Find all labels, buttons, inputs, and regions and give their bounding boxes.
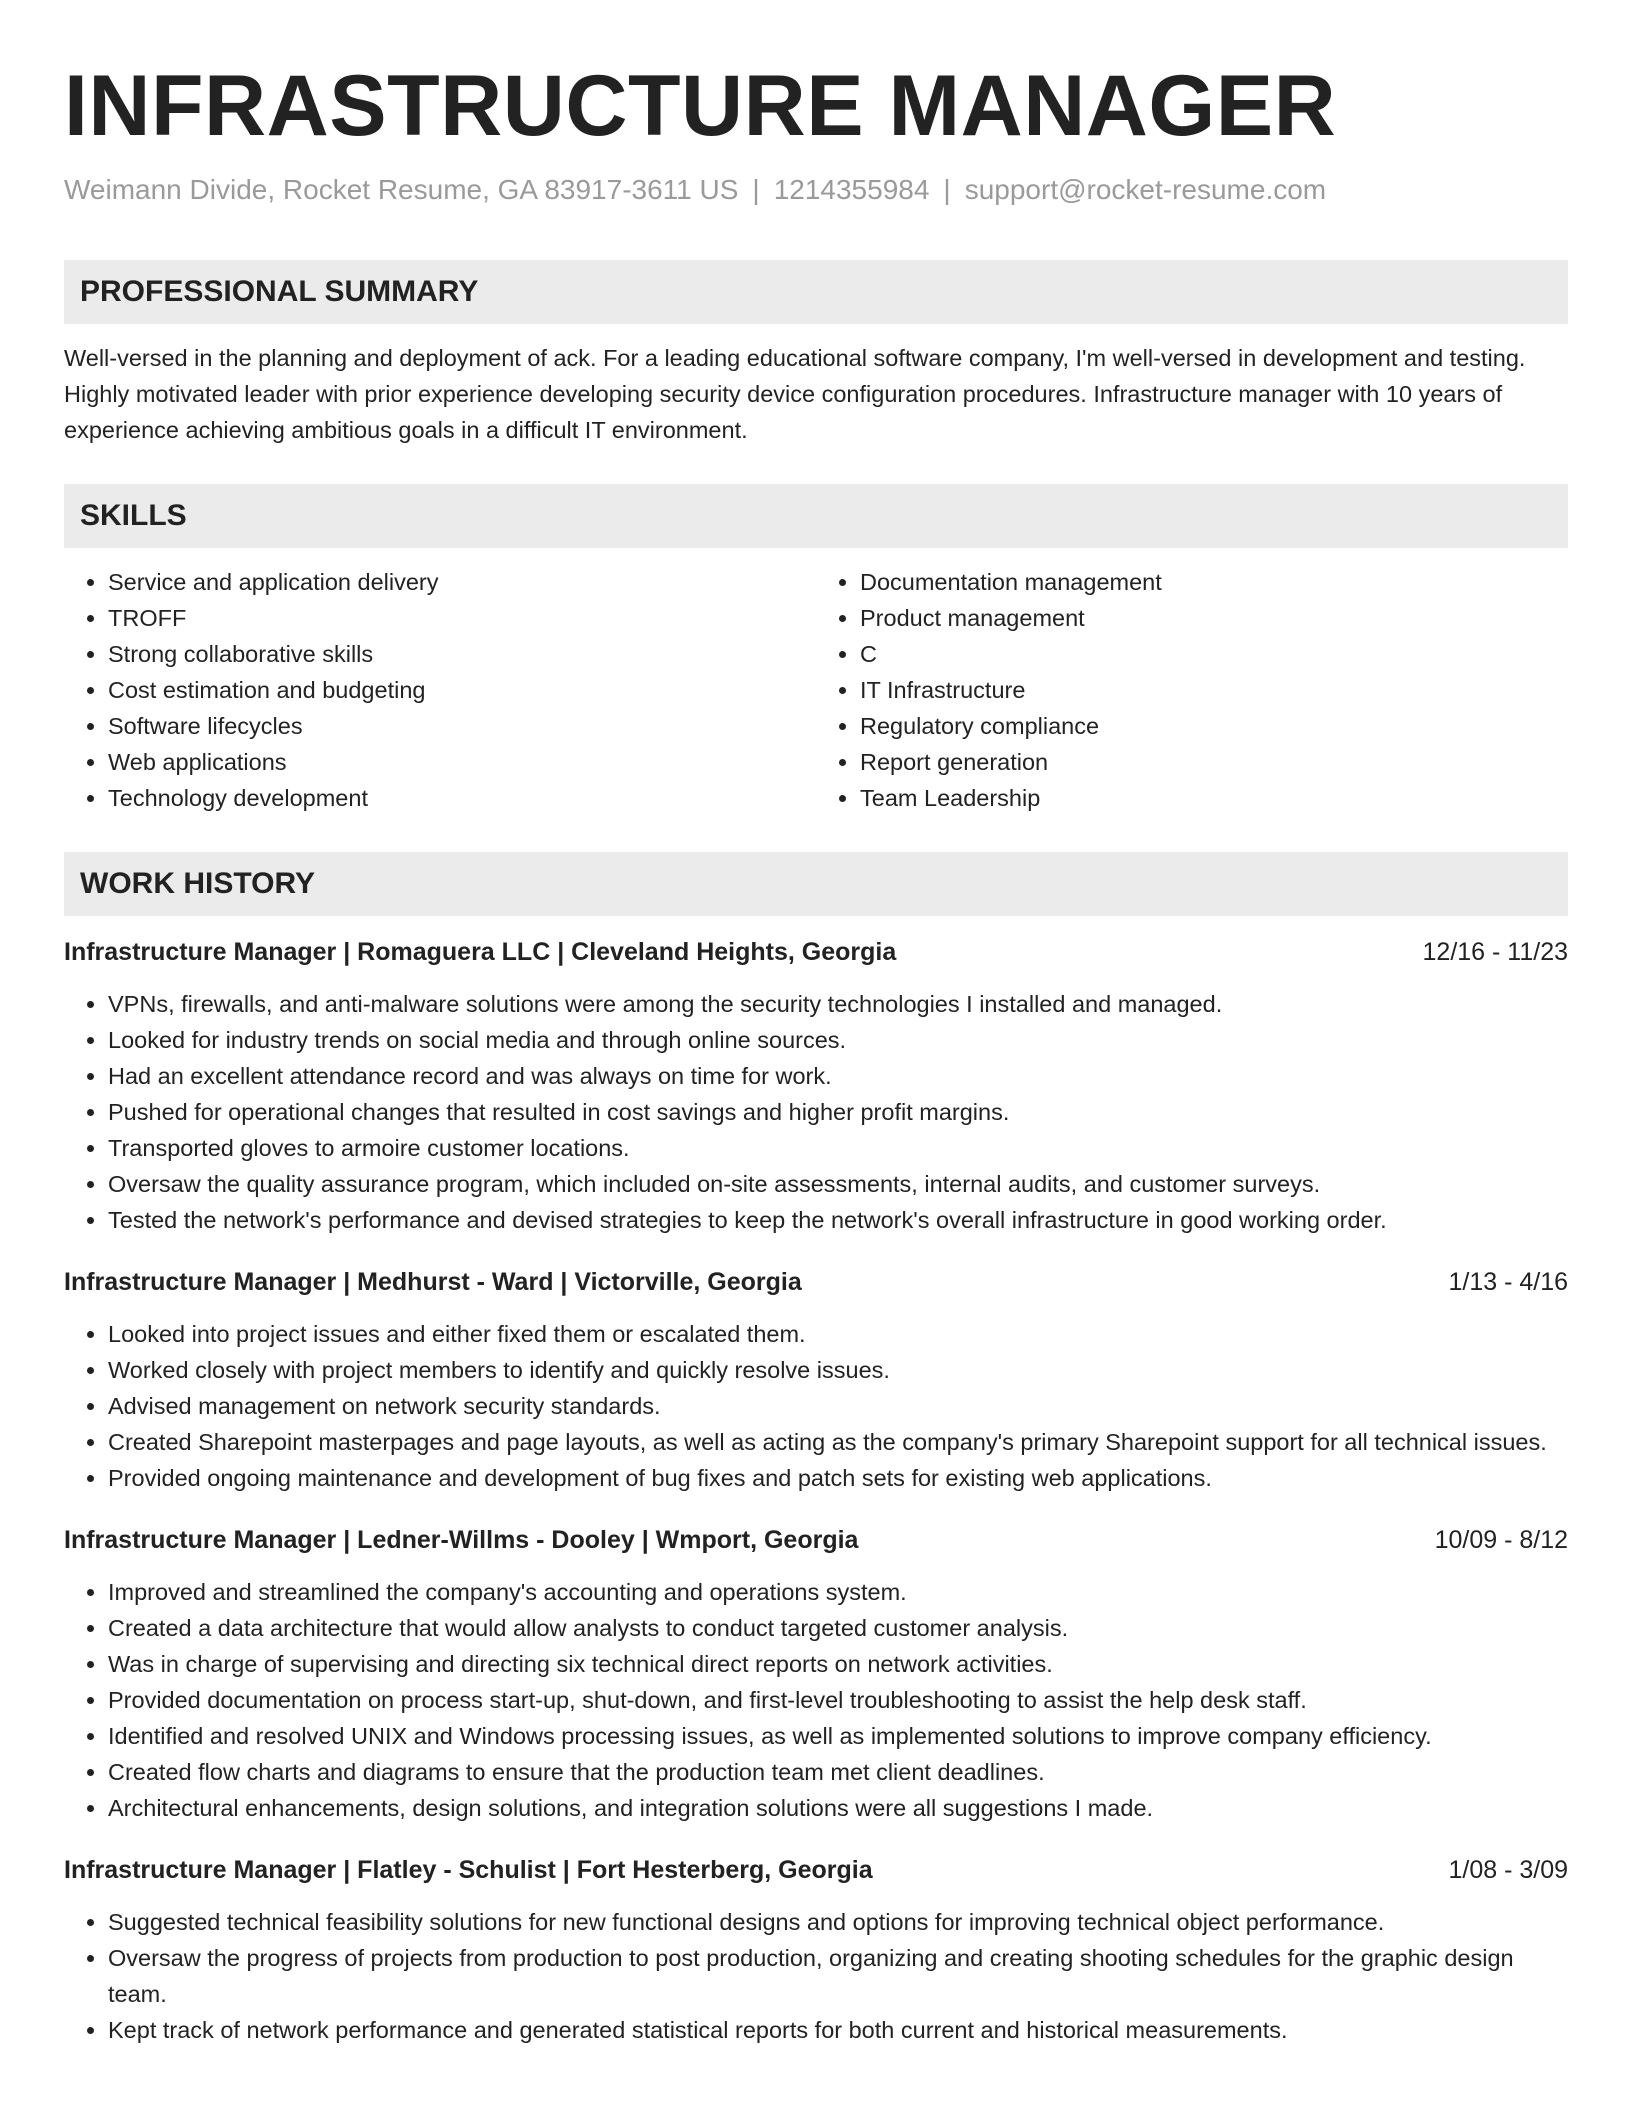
job-bullet: • Transported gloves to armoire customer locations.: [108, 1130, 1568, 1166]
section-header-summary: PROFESSIONAL SUMMARY: [64, 260, 1568, 324]
job-title: Infrastructure Manager | Flatley - Schulist | Fort Hesterberg, Georgia: [64, 1856, 873, 1884]
job-bullet: • Improved and streamlined the company's accounting and operations system.: [108, 1574, 1568, 1610]
skill-item: • Strong collaborative skills: [108, 636, 816, 672]
skills-column-left: [64, 564, 816, 816]
job-header: [64, 934, 1568, 970]
job-bullet: • Was in charge of supervising and directing six technical direct reports on network activities.: [108, 1646, 1568, 1682]
contact-separator: |: [752, 174, 760, 205]
contact-email: support@rocket-resume.com: [964, 174, 1327, 205]
job-dates: 10/09 - 8/12: [1434, 1526, 1568, 1554]
job-dates: 12/16 - 11/23: [1422, 938, 1568, 966]
contact-separator: |: [943, 174, 951, 205]
work-history-list: [64, 934, 1568, 2048]
contact-phone: 1214355984: [773, 174, 930, 205]
job-bullet: • Provided ongoing maintenance and development of bug fixes and patch sets for existing web applications.: [108, 1460, 1568, 1496]
job-bullet: • Created flow charts and diagrams to ensure that the production team met client deadlines.: [108, 1754, 1568, 1790]
job-title: Infrastructure Manager | Ledner-Willms - Dooley | Wmport, Georgia: [64, 1526, 859, 1554]
job-title: Infrastructure Manager | Medhurst - Ward | Victorville, Georgia: [64, 1268, 802, 1296]
job-bullet: • Looked into project issues and either fixed them or escalated them.: [108, 1316, 1568, 1352]
job-header: [64, 1522, 1568, 1558]
job-bullet: • Identified and resolved UNIX and Windows processing issues, as well as implemented solutions to improve company efficiency.: [108, 1718, 1568, 1754]
skill-item: • C: [860, 636, 1568, 672]
section-header-skills: SKILLS: [64, 484, 1568, 548]
job-dates: 1/08 - 3/09: [1448, 1856, 1568, 1884]
contact-address: Weimann Divide, Rocket Resume, GA 83917-3611 US: [64, 174, 739, 205]
job-bullet-list: [64, 1574, 1568, 1826]
skill-item: • Software lifecycles: [108, 708, 816, 744]
job-bullet: • Provided documentation on process start-up, shut-down, and first-level troubleshooting to assist the help desk staff.: [108, 1682, 1568, 1718]
skill-item: • Report generation: [860, 744, 1568, 780]
job-header: [64, 1264, 1568, 1300]
section-header-work-history: WORK HISTORY: [64, 852, 1568, 916]
job-bullet: • Advised management on network security standards.: [108, 1388, 1568, 1424]
job-bullet-list: [64, 1316, 1568, 1496]
summary-text: Well-versed in the planning and deployment of ack. For a leading educational software company, I'm well-versed in development and testing. Highly motivated leader with prior experience developing security device configuration procedures. Infrastructure manager with 10 years of experience achieving ambitious goals in a difficult IT environment.: [64, 345, 1526, 443]
job-bullet-list: [64, 1904, 1568, 2048]
job-bullet: • Looked for industry trends on social media and through online sources.: [108, 1022, 1568, 1058]
job-bullet-list: [64, 986, 1568, 1238]
job-bullet: • Architectural enhancements, design solutions, and integration solutions were all suggestions I made.: [108, 1790, 1568, 1826]
skill-item: • Product management: [860, 600, 1568, 636]
skills-list: [64, 564, 1568, 816]
skill-item: • Technology development: [108, 780, 816, 816]
skills-column-right: [816, 564, 1568, 816]
job-bullet: • Tested the network's performance and devised strategies to keep the network's overall infrastructure in good working order.: [108, 1202, 1568, 1238]
skill-item: • Cost estimation and budgeting: [108, 672, 816, 708]
job-entry: [64, 934, 1568, 1238]
skill-item: • Service and application delivery: [108, 564, 816, 600]
candidate-name: INFRASTRUCTURE MANAGER: [64, 58, 1337, 154]
skill-item: • Team Leadership: [860, 780, 1568, 816]
job-bullet: • Had an excellent attendance record and was always on time for work.: [108, 1058, 1568, 1094]
contact-line: [64, 170, 1568, 210]
job-bullet: • Oversaw the progress of projects from production to post production, organizing and creating shooting schedules for the graphic design team.: [108, 1940, 1568, 2012]
job-dates: 1/13 - 4/16: [1448, 1268, 1568, 1296]
job-header: [64, 1852, 1568, 1888]
job-bullet: • Pushed for operational changes that resulted in cost savings and higher profit margins.: [108, 1094, 1568, 1130]
skill-item: • Documentation management: [860, 564, 1568, 600]
job-bullet: • Worked closely with project members to identify and quickly resolve issues.: [108, 1352, 1568, 1388]
job-title: Infrastructure Manager | Romaguera LLC | Cleveland Heights, Georgia: [64, 938, 897, 966]
skill-item: • Regulatory compliance: [860, 708, 1568, 744]
job-entry: [64, 1522, 1568, 1826]
job-entry: [64, 1264, 1568, 1496]
job-bullet: • Suggested technical feasibility solutions for new functional designs and options for improving technical object performance.: [108, 1904, 1568, 1940]
skill-item: • TROFF: [108, 600, 816, 636]
skill-item: • Web applications: [108, 744, 816, 780]
job-bullet: • Created Sharepoint masterpages and page layouts, as well as acting as the company's primary Sharepoint support for all technical issues.: [108, 1424, 1568, 1460]
skill-item: • IT Infrastructure: [860, 672, 1568, 708]
job-bullet: • Created a data architecture that would allow analysts to conduct targeted customer analysis.: [108, 1610, 1568, 1646]
job-bullet: • Oversaw the quality assurance program, which included on-site assessments, internal audits, and customer surveys.: [108, 1166, 1568, 1202]
job-entry: [64, 1852, 1568, 2048]
job-bullet: • Kept track of network performance and generated statistical reports for both current and historical measurements.: [108, 2012, 1568, 2048]
job-bullet: • VPNs, firewalls, and anti-malware solutions were among the security technologies I installed and managed.: [108, 986, 1568, 1022]
